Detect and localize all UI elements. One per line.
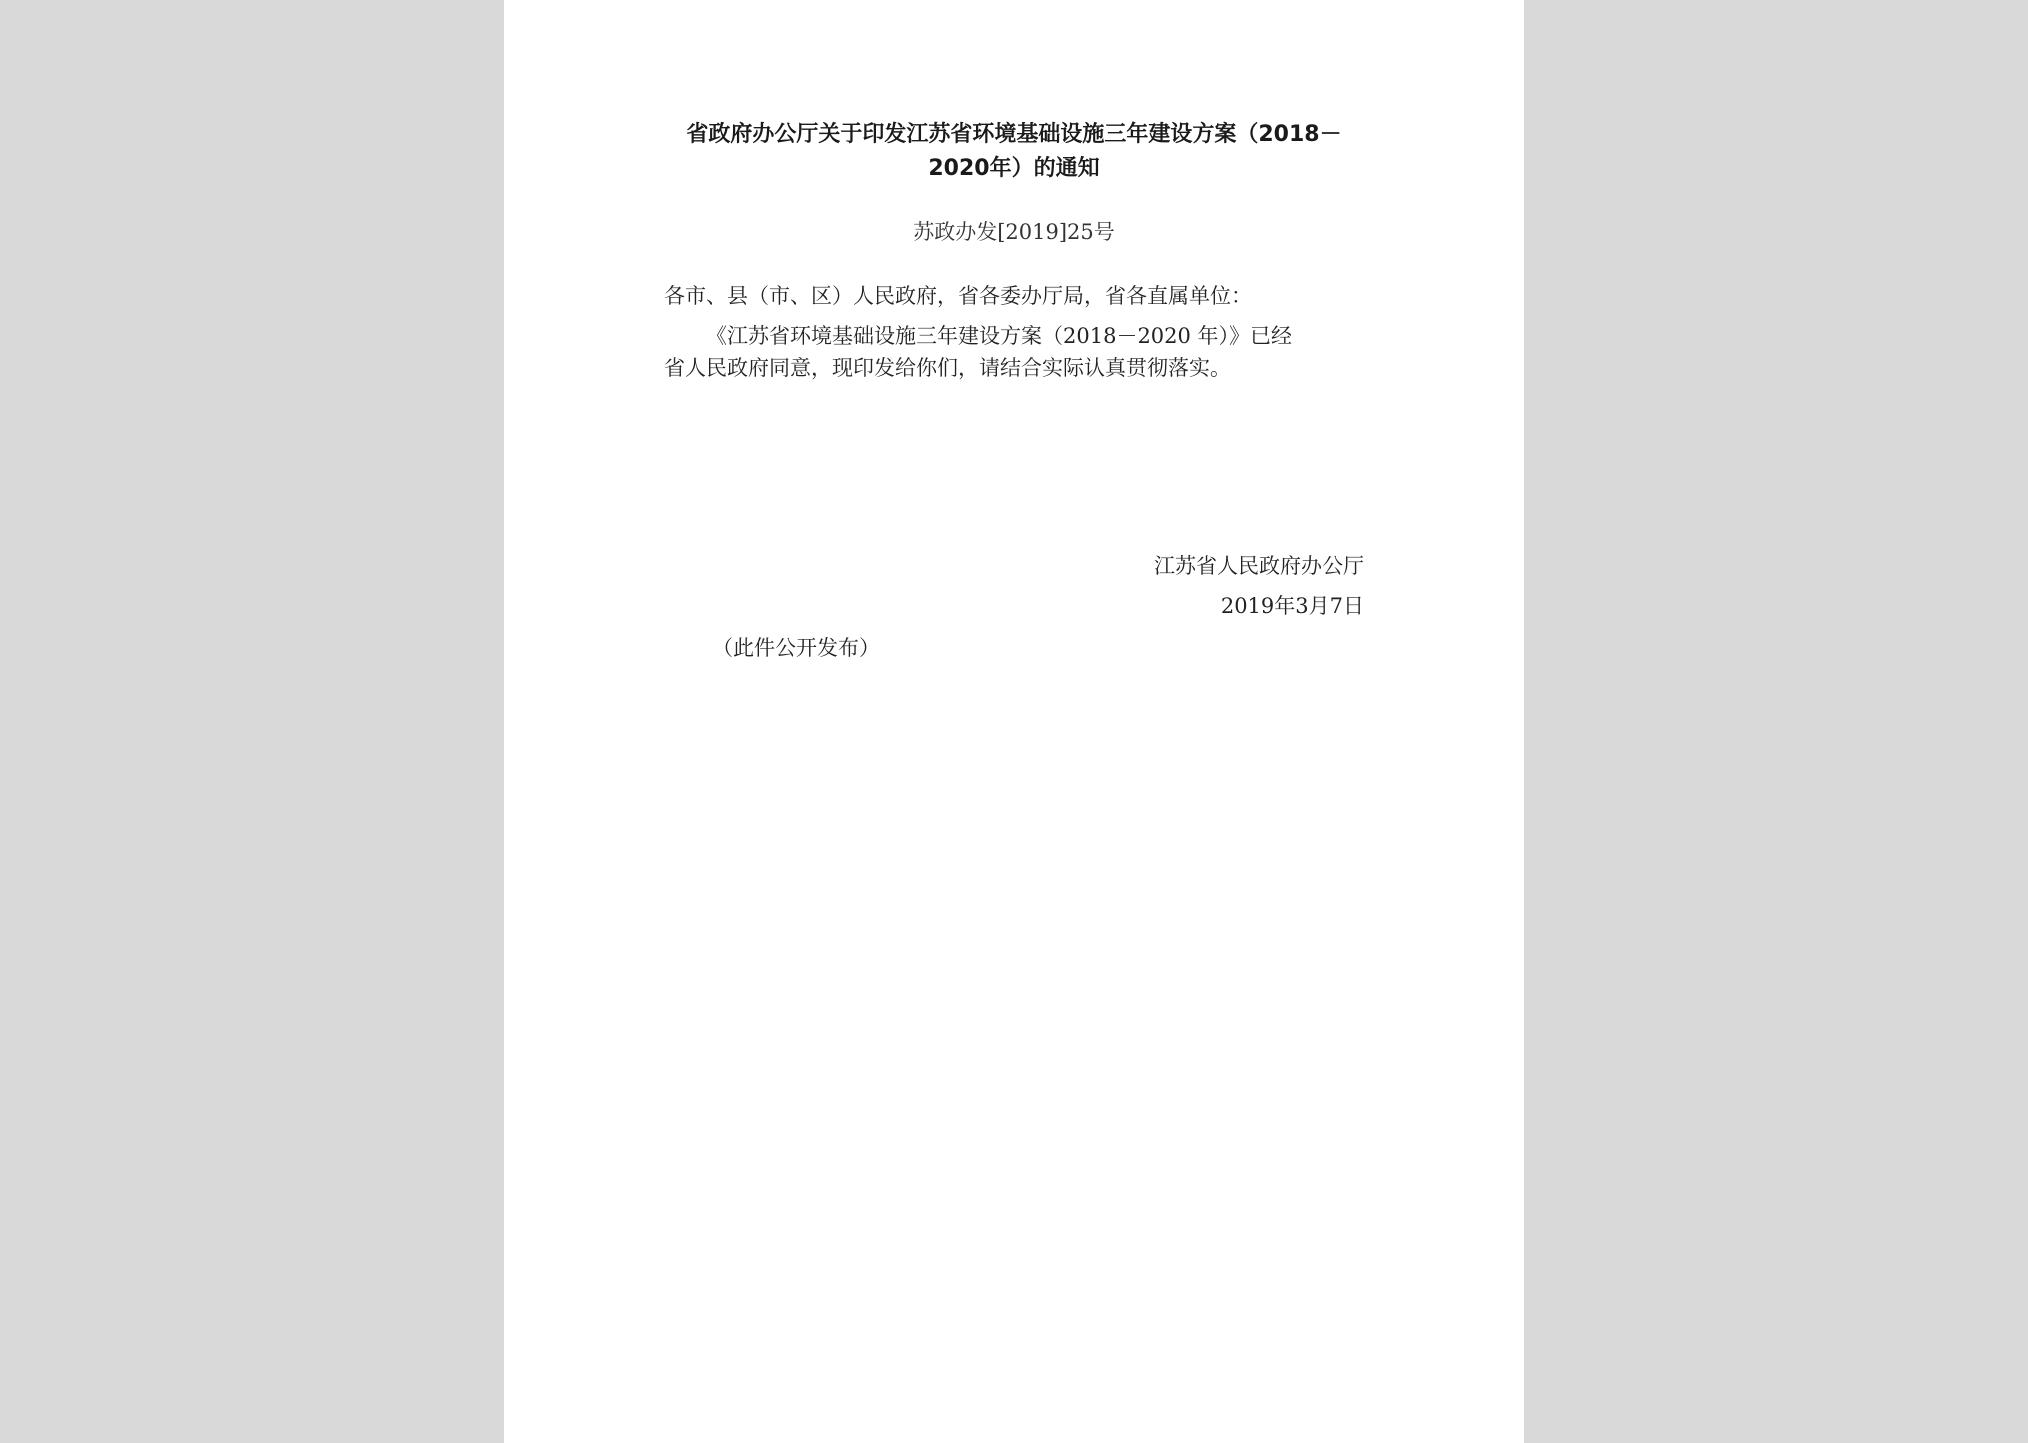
title-line-1: 省政府办公厅关于印发江苏省环境基础设施三年建设方案（2018－	[686, 122, 1342, 147]
body-line-2: 省人民政府同意，现印发给你们，请结合实际认真贯彻落实。	[664, 356, 1231, 380]
document-page	[504, 0, 1524, 1443]
salutation: 各市、县（市、区）人民政府，省各委办厅局，省各直属单位：	[664, 284, 1252, 308]
body-line-1: 《江苏省环境基础设施三年建设方案（2018－2020 年）》已经	[706, 324, 1293, 348]
body-paragraph	[664, 320, 1364, 384]
title-line-2: 2020年）的通知	[928, 156, 1100, 181]
document-number: 苏政办发[2019]25号	[913, 220, 1115, 244]
public-release-note: （此件公开发布）	[712, 636, 880, 660]
signature-date: 2019年3月7日	[1220, 594, 1364, 618]
document-title	[664, 118, 1364, 186]
signature-organization: 江苏省人民政府办公厅	[1154, 554, 1364, 578]
